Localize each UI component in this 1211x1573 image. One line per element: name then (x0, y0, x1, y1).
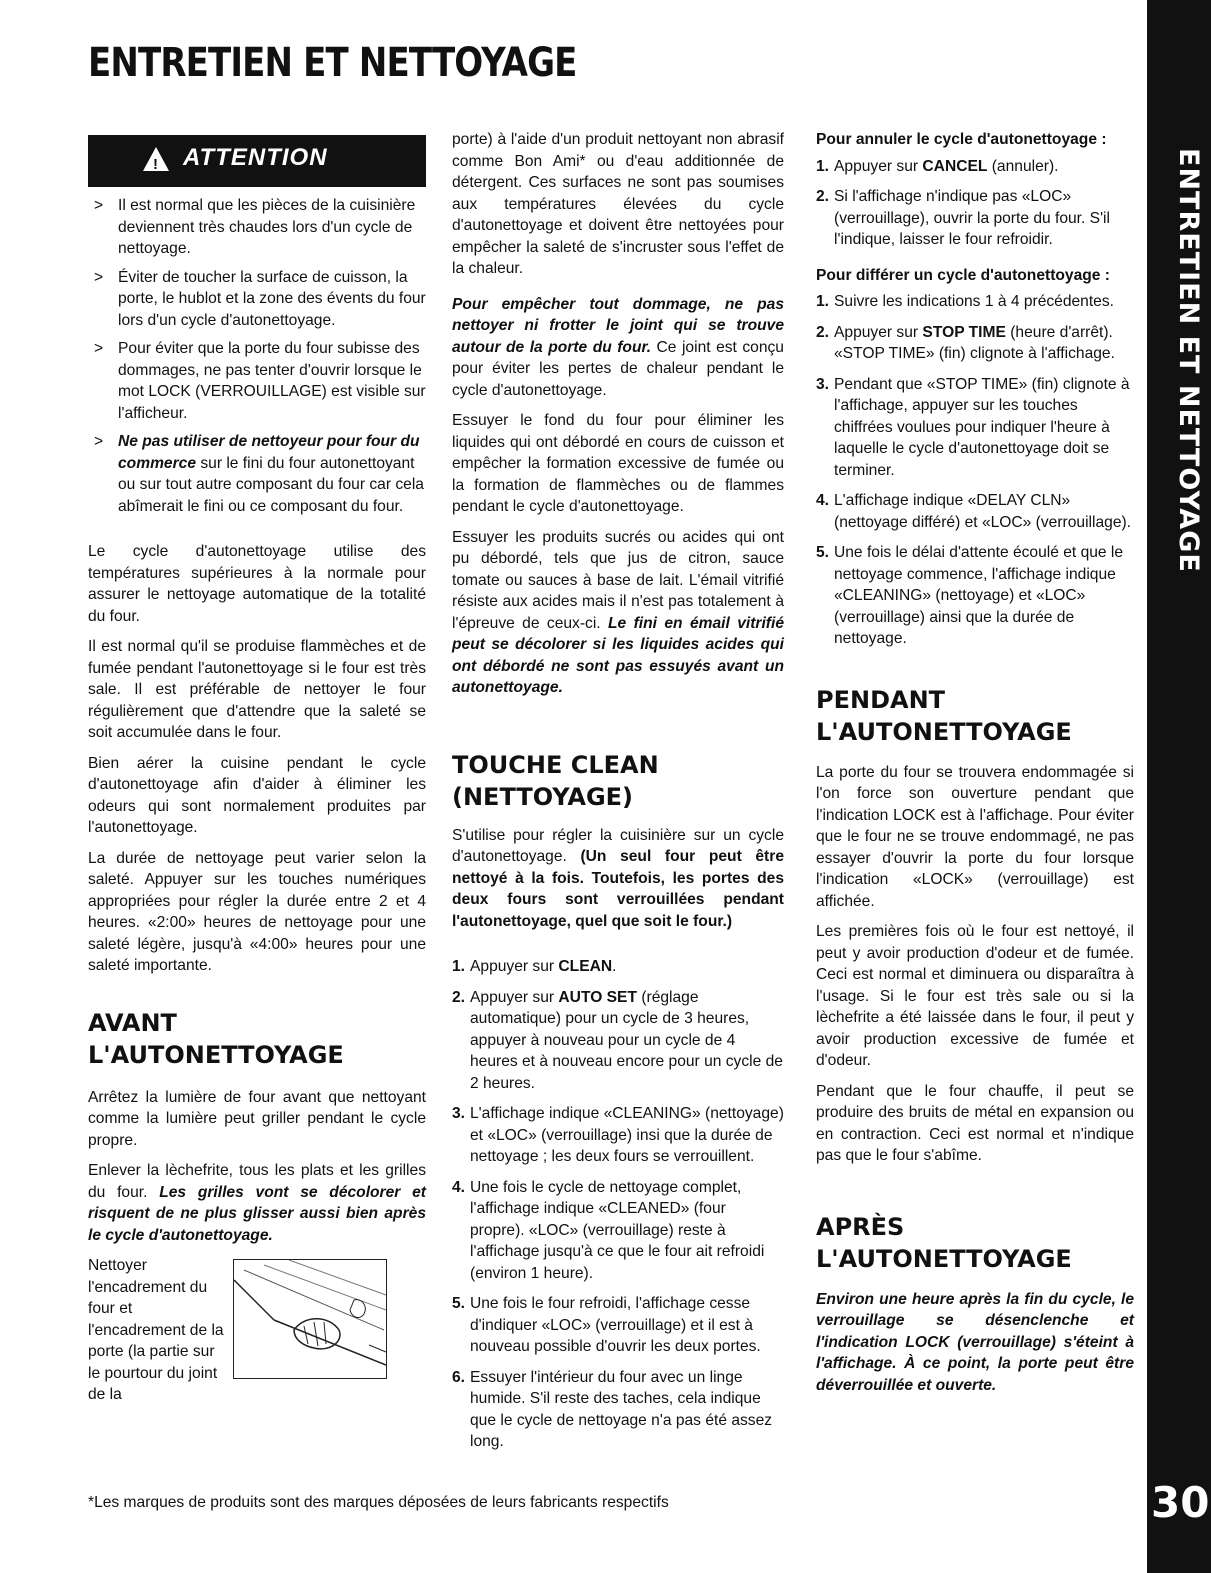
page-title: ENTRETIEN ET NETTOYAGE (88, 40, 577, 86)
clean-steps-list (452, 956, 784, 1453)
list-item: 3. Pendant que «STOP TIME» (fin) clignote à l'affichage, appuyer sur les touches chiffrées voulues pour indiquer l'heure à laquelle le cycle d'autonettoyage doit se terminer. (816, 375, 1130, 479)
heading-pendant-autonettoyage: PENDANT L'AUTONETTOYAGE (816, 685, 1072, 746)
paragraph: Enlever la lèchefrite, tous les plats et les grilles du four. Les grilles vont se décolorer et risquent de ne plus glisser aussi bien après le cycle d'autonettoyage. (88, 1162, 426, 1244)
list-item: 3. L'affichage indique «CLEANING» (nettoyage) et «LOC» (verrouillage) insi que la durée de nettoyage ; les deux fours se verrouillent. (452, 1105, 784, 1165)
paragraph: Arrêtez la lumière de four avant que nettoyant comme la lumière peut griller pendant le cycle propre. (88, 1088, 426, 1149)
paragraph: Essuyer le fond du four pour éliminer les liquides qui ont débordé en cours de cuisson et empêcher la formation excessive de fumée ou la formation de flammèches ou de flammes pendant le cycle d'autonettoyage. (452, 412, 784, 515)
list-item: 2. Appuyer sur STOP TIME (heure d'arrêt). «STOP TIME» (fin) clignote à l'affichage. (816, 323, 1115, 362)
column-1 (88, 135, 426, 1403)
paragraph: Pendant que le four chauffe, il peut se produire des bruits de métal en expansion ou en contraction. Ceci est normal et n'indique pas que le four s'abîme. (816, 1082, 1134, 1164)
list-item: 2. Si l'affichage n'indique pas «LOC» (verrouillage), ouvrir la porte du four. S'il l'indique, laisser le four refroidir. (816, 188, 1110, 248)
warning-item: > Il est normal que les pièces de la cuisinière deviennent très chaudes lors d'un cycle de nettoyage. (94, 197, 416, 257)
page-number: 30 (1151, 1478, 1210, 1527)
list-item: 5. Une fois le four refroidi, l'affichage cesse d'indiquer «LOC» (verrouillage) et il est à nouveau possible d'ouvrir les deux portes. (452, 1295, 761, 1355)
list-item: 1. Appuyer sur CLEAN. (452, 958, 617, 975)
paragraph: S'utilise pour régler la cuisinière sur un cycle d'autonettoyage. (Un seul four peut être nettoyé à la fois. Toutefois, les portes des deux fours sont verrouillées pendant l'autonettoyage, quel que soit le four.) (452, 826, 784, 930)
arrow-bullet-icon: > (94, 268, 104, 286)
list-item: 4. L'affichage indique «DELAY CLN» (nettoyage différé) et «LOC» (verrouillage). (816, 492, 1132, 531)
arrow-bullet-icon: > (94, 197, 104, 214)
column-2 (452, 129, 784, 1463)
column-3 (816, 129, 1134, 1405)
oven-door-cleaning-illustration (233, 1259, 387, 1379)
list-item: 2. Appuyer sur AUTO SET (réglage automatique) pour un cycle de 3 heures, appuyer à nouveau pour un cycle de 4 heures et à nouveau encore pour un cycle de 2 heures. (452, 988, 783, 1092)
paragraph: Nettoyer l'encadrement du four et l'encadrement de la porte (la partie sur le pourtour du joint de la (88, 1257, 224, 1403)
heading-apres-autonettoyage: APRÈS L'AUTONETTOYAGE (816, 1212, 1072, 1273)
list-item: 4. Une fois le cycle de nettoyage complet, l'affichage indique «CLEANED» (four propre). «LOC» (verrouillage) reste à l'affichage jusqu'à ce que le four ait refroidi (environ 1 heure). (452, 1178, 765, 1282)
warning-title: ATTENTION (183, 144, 328, 171)
paragraph: Environ une heure après la fin du cycle, le verrouillage se désenclenche et l'indication LOCK (verrouillage) s'éteint à l'affichage. À ce point, la porte peut être déverrouillée et ouverte. (816, 1290, 1134, 1394)
arrow-bullet-icon: > (94, 433, 104, 450)
cancel-steps-list (816, 156, 1134, 251)
paragraph: La durée de nettoyage peut varier selon la saleté. Appuyer sur les touches numériques appropriées pour régler la durée entre 2 et 4 heures. «2:00» heures de nettoyage pour une saleté légère, jusqu'à «4:00» heures pour une saleté importante. (88, 849, 426, 974)
paragraph: Essuyer les produits sucrés ou acides qui ont pu débordé, tels que jus de citron, sauce tomate ou sauces à base de lait. L'émail vitrifié résiste aux acides mais il n'est pas totalement à l'épreuve de ceux-ci. Le fini en émail vitrifié peut se décolorer si les liquides acides qui ont débordé ne sont pas essuyés avant un autonettoyage. (452, 528, 784, 696)
sidebar-title: ENTRETIEN ET NETTOYAGE (1173, 148, 1204, 573)
paragraph: Il est normal qu'il se produise flammèches et de fumée pendant l'autonettoyage si le four est très sale. Il est préférable de nettoyer le four régulièrement que d'attendre que la saleté se soit accumulée dans le four. (88, 638, 426, 741)
warning-list (88, 195, 426, 517)
delay-cycle-heading: Pour différer un cycle d'autonettoyage : (816, 266, 1110, 284)
warning-item: > Pour éviter que la porte du four subisse des dommages, ne pas tenter d'ouvrir lorsque le mot LOCK (VERROUILLAGE) est visible sur l'afficheur. (94, 340, 426, 422)
warning-item: > Ne pas utiliser de nettoyeur pour four du commerce sur le fini du four autonettoyant ou sur tout autre composant du four car cela abîmerait le fini ou ce composant du four. (94, 433, 424, 515)
warning-banner (88, 135, 426, 187)
list-item: 1. Suivre les indications 1 à 4 précédentes. (816, 293, 1114, 310)
paragraph: Les premières fois où le four est nettoyé, il peut y avoir production d'odeur et de fumée. Ceci est normal et diminuera ou disparaîtra à l'usage. Si le four est très sale ou si la lèchefrite a été laissée dans le four, il peut y avoir production excessive de fumée et d'odeur. (816, 923, 1134, 1069)
illustration-block (88, 1255, 426, 1403)
heading-avant-autonettoyage: AVANT L'AUTONETTOYAGE (88, 1008, 344, 1069)
arrow-bullet-icon: > (94, 340, 104, 357)
cancel-cycle-heading: Pour annuler le cycle d'autonettoyage : (816, 131, 1107, 148)
paragraph: Bien aérer la cuisine pendant le cycle d'autonettoyage afin d'aider à éliminer les odeurs qui sont normalement produites par l'autonettoyage. (88, 754, 426, 836)
footnote: *Les marques de produits sont des marques déposées de leurs fabricants respectifs (88, 1494, 669, 1511)
delay-steps-list (816, 291, 1134, 650)
list-item: 1. Appuyer sur CANCEL (annuler). (816, 157, 1059, 175)
heading-touche-clean: TOUCHE CLEAN (NETTOYAGE) (452, 750, 659, 811)
exclamation-icon: ! (153, 156, 158, 173)
paragraph: porte) à l'aide d'un produit nettoyant non abrasif comme Bon Ami* ou d'eau additionnée de détergent. Ces surfaces ne sont pas soumises aux températures élevées du cycle d'autonettoyage et doivent être nettoyées pour empêcher la saleté de s'incruster sous l'effet de la chaleur. (452, 131, 784, 277)
warning-item: > Éviter de toucher la surface de cuisson, la porte, le hublot et la zone des évents du four lors d'un cycle d'autonettoyage. (94, 268, 426, 329)
paragraph: Pour empêcher tout dommage, ne pas nettoyer ni frotter le joint qui se trouve autour de la porte du four. Ce joint est conçu pour éviter les pertes de chaleur pendant le cycle d'autonettoyage. (452, 295, 784, 399)
list-item: 5. Une fois le délai d'attente écoulé et que le nettoyage commence, l'affichage indique «CLEANING» (nettoyage) et «LOC» (verrouillage) ainsi que la durée de nettoyage. (816, 544, 1124, 647)
list-item: 6. Essuyer l'intérieur du four avec un linge humide. S'il reste des taches, cela indique que le cycle de nettoyage n'a pas été assez long. (452, 1368, 773, 1450)
paragraph: Le cycle d'autonettoyage utilise des températures supérieures à la normale pour assurer le nettoyage automatique de la totalité du four. (88, 543, 426, 625)
paragraph: La porte du four se trouvera endommagée si l'on force son ouverture pendant que l'indication LOCK est à l'affichage. Pour éviter que le four ne se trouve endommagé, ne pas essayer d'ouvrir la porte du four lorsque l'indication «LOCK» (verrouillage) est affichée. (816, 763, 1134, 910)
